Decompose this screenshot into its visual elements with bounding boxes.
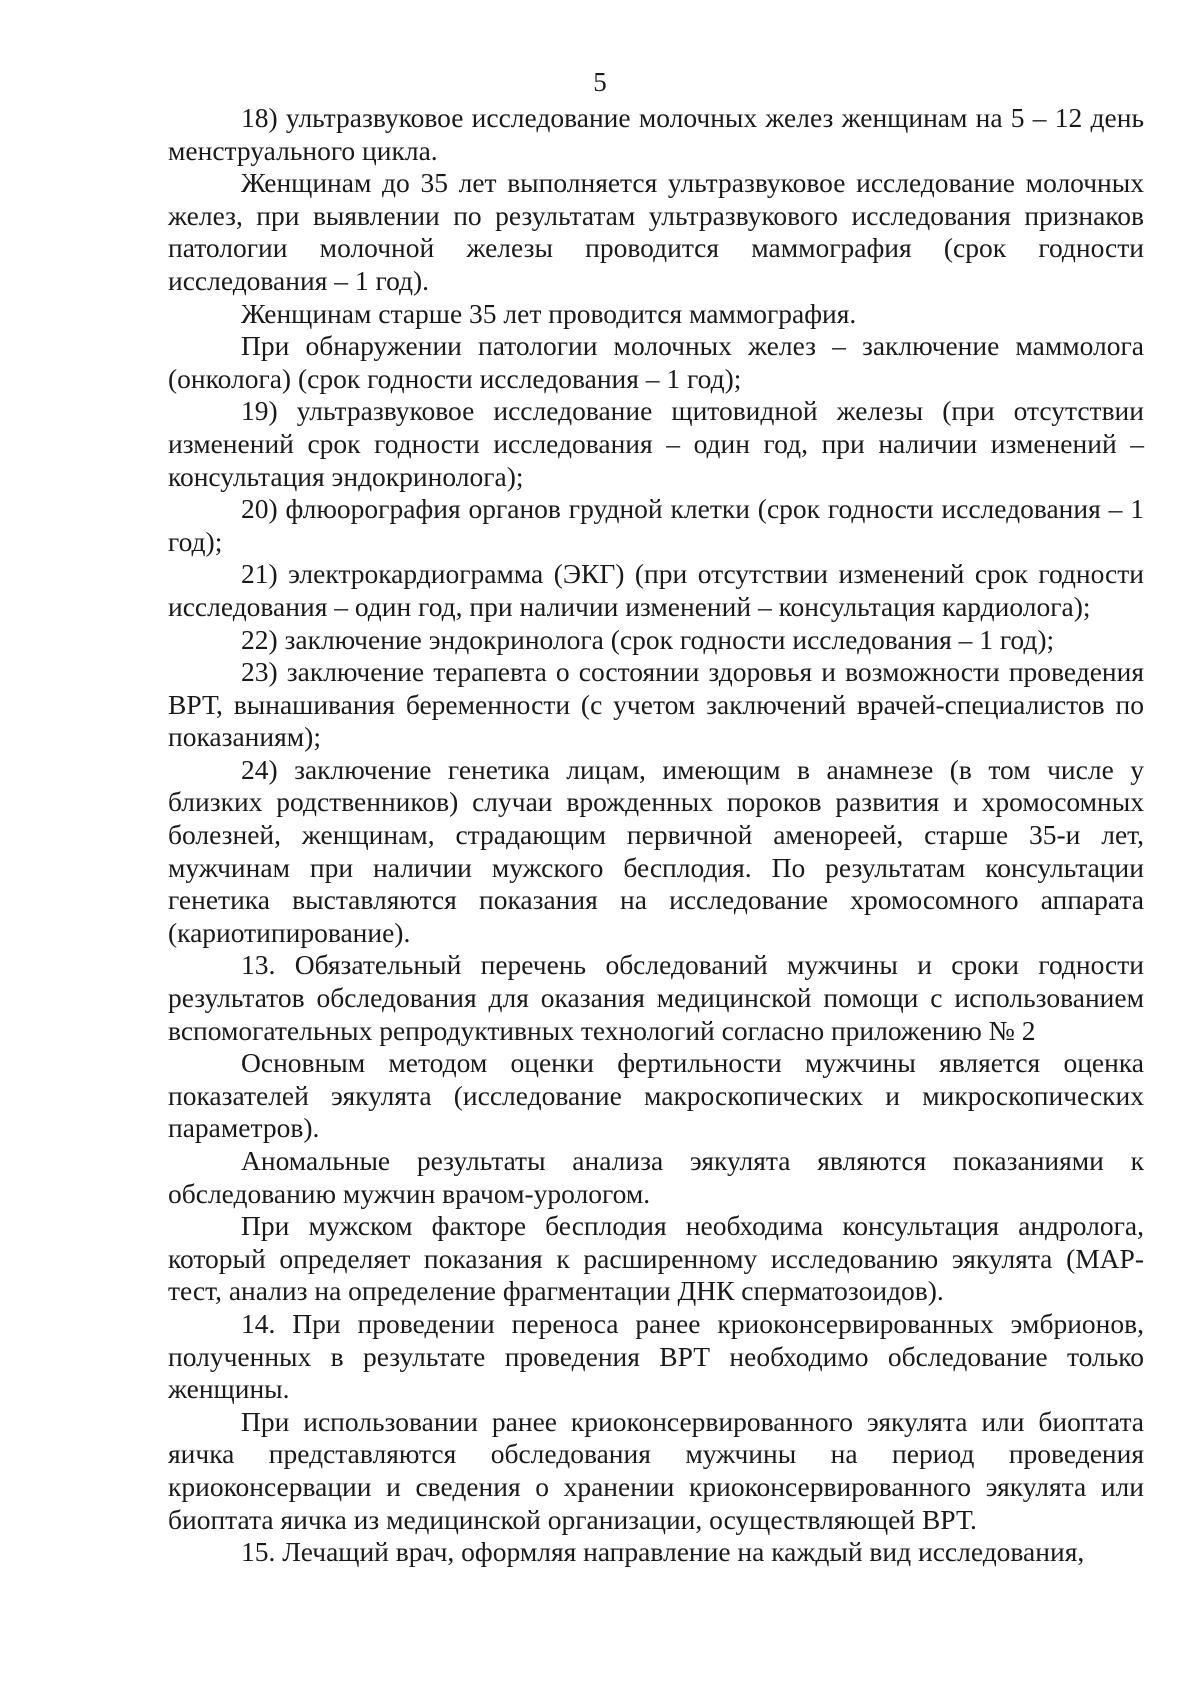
- page-number: 5: [593, 67, 607, 97]
- paragraph-item-24: 24) заключение генетика лицам, имеющим в анамнезе (в том числе у близких родственников) случаи врожденных пороков развития и хромосомных болезней, женщинам, страдающим первичной аменореей, старше 35-и лет, мужчинам при наличии мужского бесплодия. По результатам консультации генетика выставляются показания на исследование хромосомного аппарата (кариотипирование).: [168, 753, 1144, 948]
- paragraph-breast-ultrasound-under-35: Женщинам до 35 лет выполняется ультразвуковое исследование молочных желез, при выявлении по результатам ультразвукового исследования признаков патологии молочной железы проводится маммография (срок годности исследования – 1 год).: [168, 167, 1144, 296]
- document-body: [168, 102, 1144, 1569]
- paragraph-section-14: 14. При проведении переноса ранее криоконсервированных эмбрионов, полученных в результате проведения ВРТ необходимо обследование только женщины.: [168, 1307, 1144, 1405]
- paragraph-item-21: 21) электрокардиограмма (ЭКГ) (при отсутствии изменений срок годности исследования – один год, при наличии изменений – консультация кардиолога);: [168, 558, 1144, 622]
- paragraph-mammologist-conclusion: При обнаружении патологии молочных желез – заключение маммолога (онколога) (срок годности исследования – 1 год);: [168, 330, 1144, 394]
- paragraph-andrologist: При мужском факторе бесплодия необходима консультация андролога, который определяет показания к расширенному исследованию эякулята (MAP-тест, анализ на определение фрагментации ДНК сперматозоидов).: [168, 1210, 1144, 1307]
- paragraph-section-13: 13. Обязательный перечень обследований мужчины и сроки годности результатов обследования для оказания медицинской помощи с использованием вспомогательных репродуктивных технологий согласно приложению № 2: [168, 949, 1144, 1046]
- paragraph-cryopreserved-ejaculate: При использовании ранее криоконсервированного эякулята или биоптата яичка представляются обследования мужчины на период проведения криоконсервации и сведения о хранении криоконсервированного эякулята или биоптата яичка из медицинской организации, осуществляющей ВРТ.: [168, 1405, 1144, 1535]
- paragraph-abnormal-results: Аномальные результаты анализа эякулята являются показаниями к обследованию мужчин врачом-урологом.: [168, 1145, 1144, 1209]
- paragraph-fertility-method: Основным методом оценки фертильности мужчины является оценка показателей эякулята (исследование макроскопических и микроскопических параметров).: [168, 1047, 1144, 1144]
- paragraph-item-18: 18) ультразвуковое исследование молочных желез женщинам на 5 – 12 день менструального цикла.: [168, 102, 1144, 166]
- paragraph-item-20: 20) флюорография органов грудной клетки (срок годности исследования – 1 год);: [168, 493, 1144, 557]
- paragraph-item-23: 23) заключение терапевта о состоянии здоровья и возможности проведения ВРТ, вынашивания беременности (с учетом заключений врачей-специалистов по показаниям);: [168, 656, 1144, 753]
- paragraph-item-19: 19) ультразвуковое исследование щитовидной железы (при отсутствии изменений срок годности исследования – один год, при наличии изменений – консультация эндокринолога);: [168, 395, 1144, 492]
- paragraph-section-15: 15. Лечащий врач, оформляя направление на каждый вид исследования,: [241, 1536, 1085, 1568]
- paragraph-item-22: 22) заключение эндокринолога (срок годности исследования – 1 год);: [241, 623, 1055, 655]
- paragraph-mammography-over-35: Женщинам старше 35 лет проводится маммография.: [241, 297, 857, 329]
